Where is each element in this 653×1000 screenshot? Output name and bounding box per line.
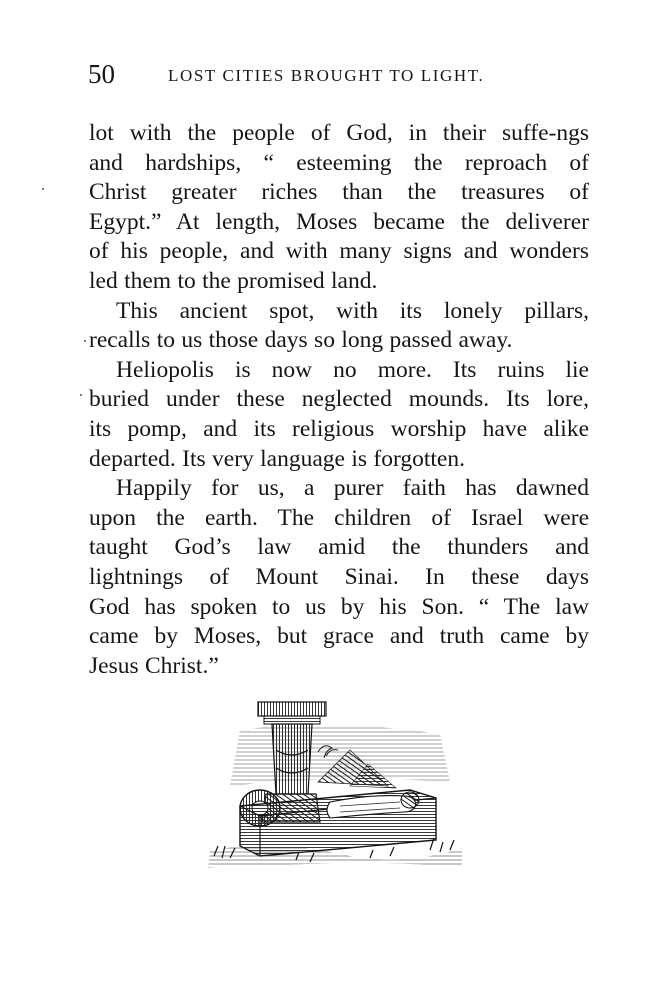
paragraph-2 <box>89 297 589 356</box>
running-title: LOST CITIES BROUGHT TO LIGHT. <box>168 66 485 85</box>
text-line: Happily for us, a purer faith has dawned <box>116 475 589 502</box>
text-line: Jesus Christ.” <box>89 652 219 679</box>
text-line: departed. Its very language is forgotten. <box>89 445 465 472</box>
running-head <box>88 58 588 90</box>
text-line: its pomp, and its religious worship have alike <box>89 415 589 442</box>
text-line: of his people, and with many signs and wonders <box>89 238 589 265</box>
text-line: lot with the people of God, in their suffe-ngs <box>89 120 589 146</box>
paragraph-1 <box>89 119 589 297</box>
text-line: and hardships, “ esteeming the reproach of <box>89 149 589 176</box>
text-line: buried under these neglected mounds. Its lore, <box>89 386 589 413</box>
text-line: upon the earth. The children of Israel were <box>89 504 589 531</box>
text-line: Egypt.” At length, Moses became the deliverer <box>89 208 589 235</box>
text-line: taught God’s law amid the thunders and <box>89 534 589 561</box>
body-text <box>89 119 589 681</box>
pillar-shaft <box>272 724 312 794</box>
print-speck <box>42 188 44 190</box>
print-speck <box>80 394 82 396</box>
print-speck <box>84 340 86 342</box>
pillar-capital <box>258 702 326 716</box>
text-line: This ancient spot, with its lonely pillars, <box>116 297 589 324</box>
text-line: lightnings of Mount Sinai. In these days <box>89 563 589 590</box>
text-line: Christ greater riches than the treasures of <box>89 179 589 206</box>
page-number: 50 <box>88 59 115 89</box>
paragraph-4 <box>89 474 589 681</box>
paragraph-3 <box>89 356 589 474</box>
ruins-engraving <box>200 690 470 875</box>
text-line: came by Moses, but grace and truth came by <box>89 623 589 650</box>
text-line: led them to the promised land. <box>89 267 378 294</box>
text-line: God has spoken to us by his Son. “ The law <box>89 593 589 620</box>
text-line: Heliopolis is now no more. Its ruins lie <box>116 356 589 383</box>
text-line: recalls to us those days so long passed away. <box>89 327 513 354</box>
